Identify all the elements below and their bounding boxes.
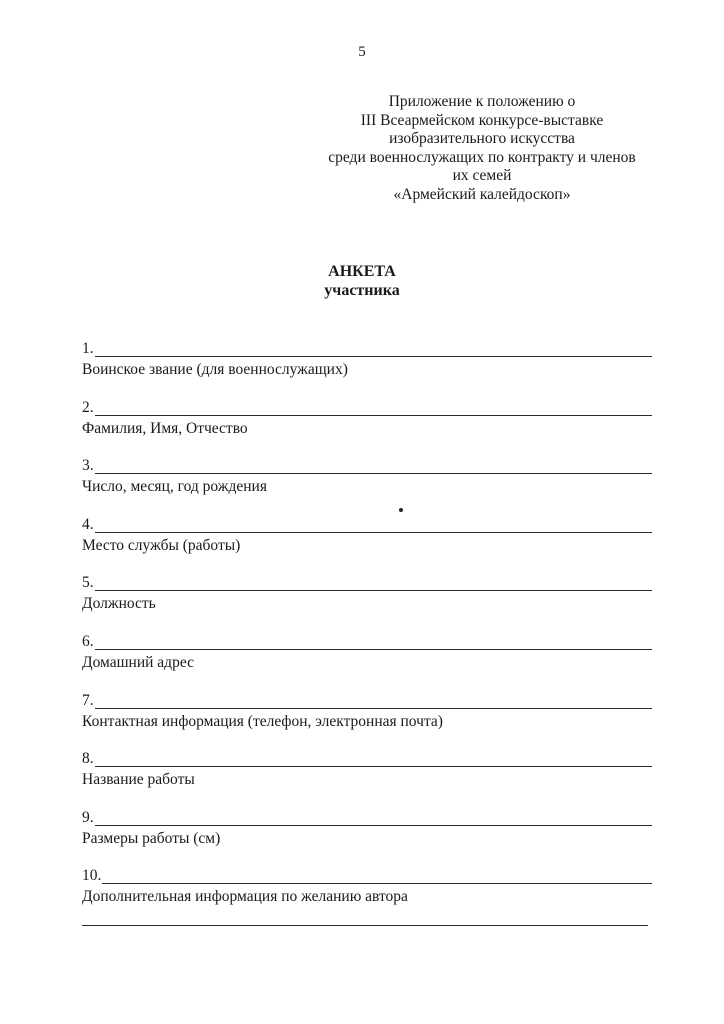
field-entry-line[interactable] (82, 866, 652, 887)
field-entry-line[interactable] (82, 515, 652, 536)
form-title: АНКЕТА (328, 263, 396, 280)
field-label: Дополнительная информация по желанию автора (82, 888, 408, 906)
field-label: Место службы (работы) (82, 536, 241, 554)
field-number: 9. (82, 808, 94, 826)
form-fields (82, 339, 652, 925)
field-entry-line[interactable] (82, 749, 652, 770)
appendix-header (297, 93, 667, 204)
additional-info-line[interactable] (82, 925, 648, 926)
field-number: 1. (82, 340, 94, 357)
form-field-birth-date (82, 456, 652, 515)
field-number: 6. (82, 632, 94, 650)
field-label: Название работы (82, 771, 195, 789)
form-title-block (0, 262, 724, 300)
field-number: 4. (82, 515, 94, 533)
field-number: 5. (82, 574, 94, 592)
field-entry-line[interactable] (82, 456, 652, 477)
underline (82, 825, 652, 826)
appendix-line: изобразительного искусства (389, 130, 575, 147)
field-number: 3. (82, 457, 94, 475)
appendix-line: III Всеармейском конкурсе-выставке (360, 111, 604, 129)
form-field-artwork-size (82, 808, 652, 867)
underline (82, 766, 652, 767)
appendix-line: их семей (452, 167, 512, 184)
form-subtitle: участника (324, 282, 400, 299)
field-label: Фамилия, Имя, Отчество (82, 419, 248, 437)
underline (82, 649, 652, 650)
field-label: Воинское звание (для военнослужащих) (82, 361, 348, 378)
underline (82, 356, 652, 357)
form-field-rank (82, 339, 652, 398)
form-field-workplace (82, 515, 652, 574)
field-label: Контактная информация (телефон, электронная почта) (82, 712, 443, 730)
form-field-contact-info (82, 691, 652, 750)
appendix-line: среди военнослужащих по контракту и членов (328, 148, 636, 166)
field-entry-line[interactable] (82, 632, 652, 653)
form-field-additional-info (82, 866, 652, 925)
underline (82, 590, 652, 591)
field-label: Должность (82, 595, 156, 613)
form-field-home-address (82, 632, 652, 691)
field-label: Домашний адрес (82, 653, 194, 671)
field-number: 8. (82, 750, 94, 768)
field-entry-line[interactable] (82, 339, 652, 360)
scan-speck (399, 508, 403, 512)
appendix-line: Приложение к положению о (388, 93, 576, 110)
underline (82, 473, 652, 474)
form-field-position (82, 573, 652, 632)
field-number: 2. (82, 398, 94, 416)
field-entry-line[interactable] (82, 398, 652, 419)
field-entry-line[interactable] (82, 691, 652, 712)
appendix-line: «Армейский калейдоскоп» (393, 185, 571, 203)
field-number: 7. (82, 691, 94, 709)
field-label: Число, месяц, год рождения (82, 478, 267, 496)
underline (82, 532, 652, 533)
field-entry-line[interactable] (82, 573, 652, 594)
field-label: Размеры работы (см) (82, 829, 221, 847)
form-field-artwork-title (82, 749, 652, 808)
underline (82, 708, 652, 709)
underline (82, 415, 652, 416)
field-entry-line[interactable] (82, 808, 652, 829)
field-number: 10. (82, 867, 102, 885)
page-number: 5 (358, 44, 366, 60)
underline (82, 883, 652, 884)
form-field-full-name (82, 398, 652, 457)
